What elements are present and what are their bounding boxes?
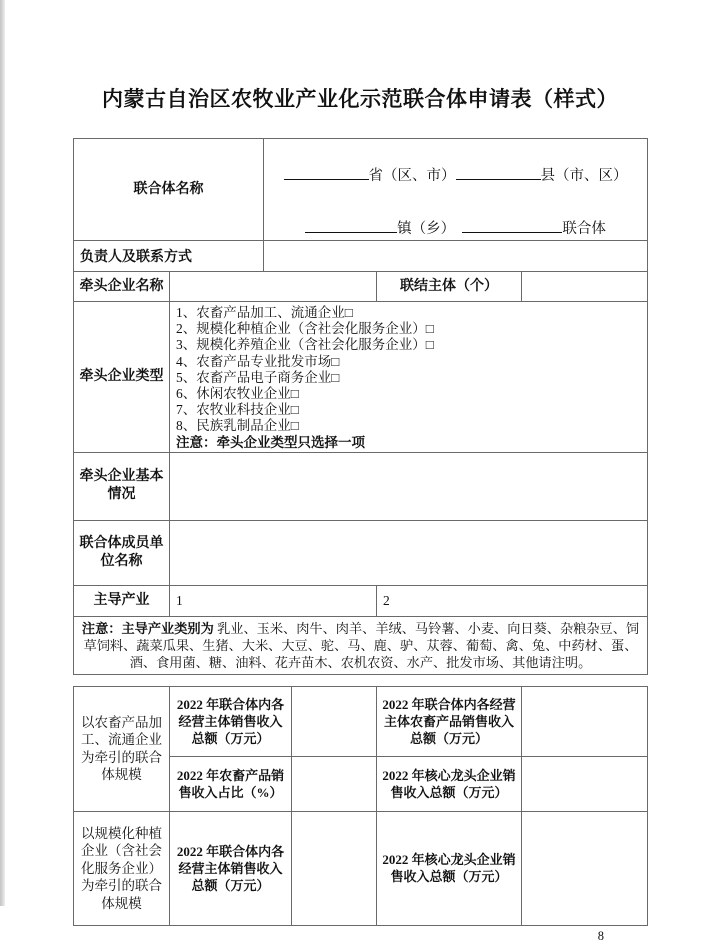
member-units-label: 联合体成员单位名称 bbox=[74, 520, 170, 585]
enterprise-type-option-2[interactable]: 2、规模化种植企业（含社会化服务企业）□ bbox=[176, 321, 434, 337]
enterprise-type-option-8[interactable]: 8、民族乳制品企业□ bbox=[176, 418, 299, 434]
planting-total-revenue-value-cell[interactable] bbox=[292, 811, 377, 925]
enterprise-type-option-6[interactable]: 6、休闲农牧业企业□ bbox=[176, 386, 299, 402]
lead-enterprise-name-label: 牵头企业名称 bbox=[74, 272, 170, 302]
leading-industry-value2-cell[interactable]: 2 bbox=[377, 585, 648, 616]
processing-metric-core-enterprise-revenue: 2022 年核心龙头企业销售收入总额（万元） bbox=[377, 756, 522, 811]
processing-core-enterprise-revenue-value-cell[interactable] bbox=[522, 756, 648, 811]
row-contact bbox=[74, 241, 648, 272]
linked-entities-label: 联结主体（个） bbox=[377, 272, 522, 302]
county-fill-line[interactable] bbox=[456, 165, 541, 180]
industry-note-body: 乳业、玉米、肉牛、肉羊、羊绒、马铃薯、小麦、向日葵、杂粮杂豆、饲草饲料、蔬菜瓜果、生猪、大米、大豆、驼、马、鹿、驴、苁蓉、葡萄、禽、兔、中药材、蛋、酒、食用菌、糖、油料、花卉苗木、农机农资、水产、批发市场、其他请注明。 bbox=[83, 620, 640, 670]
planting-metric-total-revenue: 2022 年联合体内各经营主体销售收入总额（万元） bbox=[170, 811, 292, 925]
row-planting-scale bbox=[74, 811, 648, 925]
lead-enterprise-type-label: 牵头企业类型 bbox=[74, 302, 170, 453]
town-suffix: 镇（乡） bbox=[397, 220, 456, 237]
member-units-value-cell[interactable] bbox=[170, 520, 648, 585]
consortium-name-fill-area bbox=[269, 142, 642, 238]
row-processing-scale-1 bbox=[74, 686, 648, 756]
processing-metric-revenue-share: 2022 年农畜产品销售收入占比（%） bbox=[170, 756, 292, 811]
processing-total-revenue-value-cell[interactable] bbox=[292, 686, 377, 756]
industry-note-cell bbox=[74, 616, 648, 674]
town-fill-line[interactable] bbox=[305, 218, 397, 233]
consortium-suffix: 联合体 bbox=[562, 220, 606, 237]
lead-enterprise-type-cell bbox=[170, 302, 648, 453]
processing-metric-product-revenue: 2022 年联合体内各经营主体农畜产品销售收入总额（万元） bbox=[377, 686, 522, 756]
planting-metric-core-enterprise-revenue: 2022 年核心龙头企业销售收入总额（万元） bbox=[377, 811, 522, 925]
row-industry-note bbox=[74, 616, 648, 674]
enterprise-type-option-7[interactable]: 7、农牧业科技企业□ bbox=[176, 402, 299, 418]
linked-entities-value-cell[interactable] bbox=[522, 272, 648, 302]
consortium-name-cell[interactable] bbox=[264, 139, 648, 241]
planting-core-enterprise-revenue-value-cell[interactable] bbox=[522, 811, 648, 925]
enterprise-type-note: 注意：牵头企业类型只选择一项 bbox=[176, 434, 365, 450]
lead-enterprise-name-value-cell[interactable] bbox=[170, 272, 377, 302]
planting-scale-label: 以规模化种植企业（含社会化服务企业）为牵引的联合体规模 bbox=[74, 811, 170, 925]
consortium-fill-line[interactable] bbox=[462, 218, 562, 233]
industry-note-lead: 注意：主导产业类别为 bbox=[81, 620, 214, 636]
enterprise-type-option-1[interactable]: 1、农畜产品加工、流通企业□ bbox=[176, 305, 353, 320]
enterprise-type-option-5[interactable]: 5、农畜产品电子商务企业□ bbox=[176, 369, 340, 385]
page-title: 内蒙古自治区农牧业产业化示范联合体申请表（样式） bbox=[102, 87, 618, 111]
processing-scale-label: 以农畜产品加工、流通企业为牵引的联合体规模 bbox=[74, 686, 170, 811]
scale-metrics-table bbox=[73, 686, 648, 926]
page-left-edge bbox=[0, 0, 5, 906]
province-county-line bbox=[284, 164, 628, 185]
enterprise-type-option-3[interactable]: 3、规模化养殖企业（含社会化服务企业）□ bbox=[176, 337, 434, 353]
row-lead-enterprise-profile bbox=[74, 452, 648, 520]
lead-enterprise-profile-value-cell[interactable] bbox=[170, 452, 648, 520]
leading-industry-value1-cell[interactable]: 1 bbox=[170, 585, 377, 616]
province-suffix: 省（区、市） bbox=[368, 167, 456, 184]
processing-product-revenue-value-cell[interactable] bbox=[522, 686, 648, 756]
leading-industry-label: 主导产业 bbox=[74, 585, 170, 616]
processing-metric-total-revenue: 2022 年联合体内各经营主体销售收入总额（万元） bbox=[170, 686, 292, 756]
consortium-name-label: 联合体名称 bbox=[74, 139, 264, 241]
row-lead-enterprise-type bbox=[74, 302, 648, 453]
province-fill-line[interactable] bbox=[284, 165, 369, 180]
town-consortium-line bbox=[305, 217, 606, 238]
page-number: 8 bbox=[597, 928, 604, 943]
enterprise-type-option-4[interactable]: 4、农畜产品专业批发市场□ bbox=[176, 353, 340, 369]
row-member-units bbox=[74, 520, 648, 585]
application-form-table bbox=[73, 138, 648, 675]
enterprise-type-options bbox=[175, 303, 642, 451]
lead-enterprise-profile-label: 牵头企业基本情况 bbox=[74, 452, 170, 520]
contact-label: 负责人及联系方式 bbox=[74, 241, 264, 272]
row-lead-enterprise-name bbox=[74, 272, 648, 302]
contact-value-cell[interactable] bbox=[264, 241, 648, 272]
processing-revenue-share-value-cell[interactable] bbox=[292, 756, 377, 811]
row-leading-industry bbox=[74, 585, 648, 616]
county-suffix: 县（市、区） bbox=[540, 167, 628, 184]
row-consortium-name bbox=[74, 139, 648, 241]
